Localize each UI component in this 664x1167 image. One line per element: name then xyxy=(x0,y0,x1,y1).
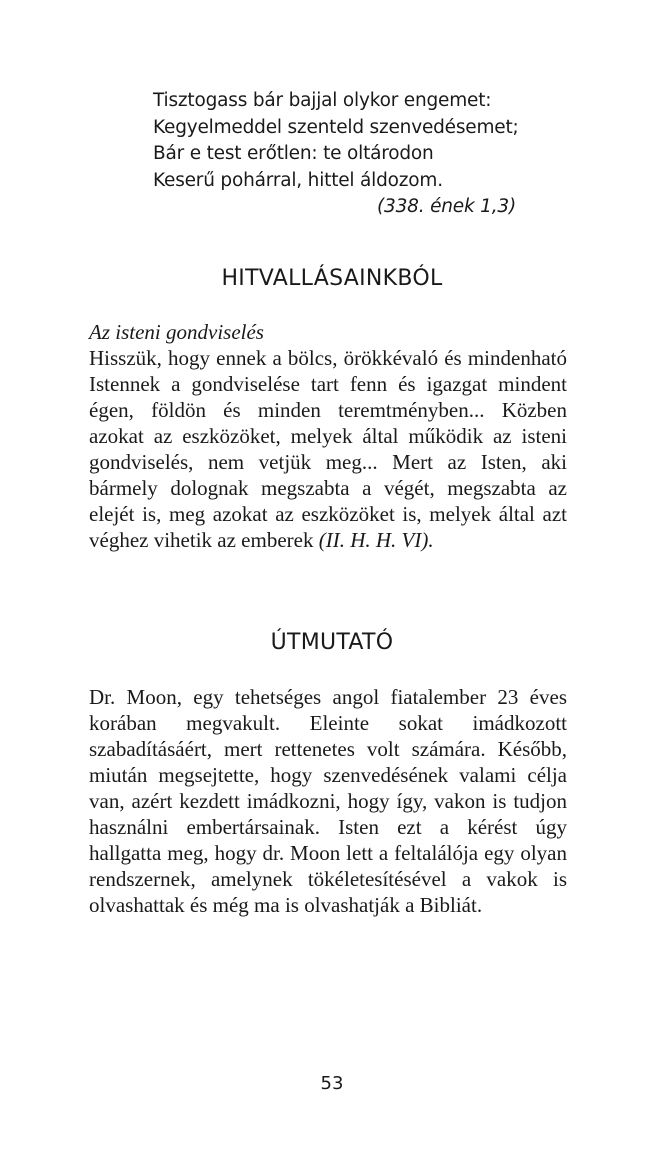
page-number: 53 xyxy=(320,1073,344,1094)
verse-line-3: Bár e test erőtlen: te oltárodon xyxy=(153,143,434,164)
guide-paragraph: Dr. Moon, egy tehetséges angol fiatalember 23 éves korában megvakult. Eleinte sokat imádkozott szabadításáért, mert rettenetes volt számára. Később, miután megsejtette, hogy szenvedésének valami célja van, azért kezdett imádkozni, hogy így, vakon is tudjon használni embertársainak. Isten ezt a kérést úgy hallgatta meg, hogy dr. Moon lett a feltalálója egy olyan rendszernek, amelynek tökéletesítésével a vakok is olvashattak és még ma is olvashatják a Bibliát. xyxy=(89,685,567,917)
verse-line-1: Tisztogass bár bajjal olykor engemet: xyxy=(153,90,492,111)
section-heading-confessions: HITVALLÁSAINKBÓL xyxy=(221,266,443,291)
hymn-reference: (338. ének 1,3) xyxy=(376,196,516,217)
hymn-verse xyxy=(153,88,523,221)
confessions-citation: (II. H. H. VI). xyxy=(318,528,434,552)
confessions-body xyxy=(89,319,567,553)
verse-line-2: Kegyelmeddel szenteld szenvedésemet; xyxy=(153,116,519,138)
confessions-subtitle: Az isteni gondviselés xyxy=(89,320,264,344)
verse-line-4: Keserű pohárral, hittel áldozom. xyxy=(153,169,443,191)
section-heading-guide: ÚTMUTATÓ xyxy=(270,630,394,655)
confessions-paragraph: Hisszük, hogy ennek a bölcs, örökkévaló és mindenható Istennek a gondviselése tart fenn és igazgat mindent égen, földön és minden teremtményben... Közben azokat az eszközöket, melyek által működik az isteni gondviselés, nem vetjük meg... Mert az Isten, aki bármely dolognak megszabta a végét, megszabta az elejét is, meg azokat az eszközöket is, melyek által azt véghez vihetik az emberek xyxy=(89,346,567,552)
